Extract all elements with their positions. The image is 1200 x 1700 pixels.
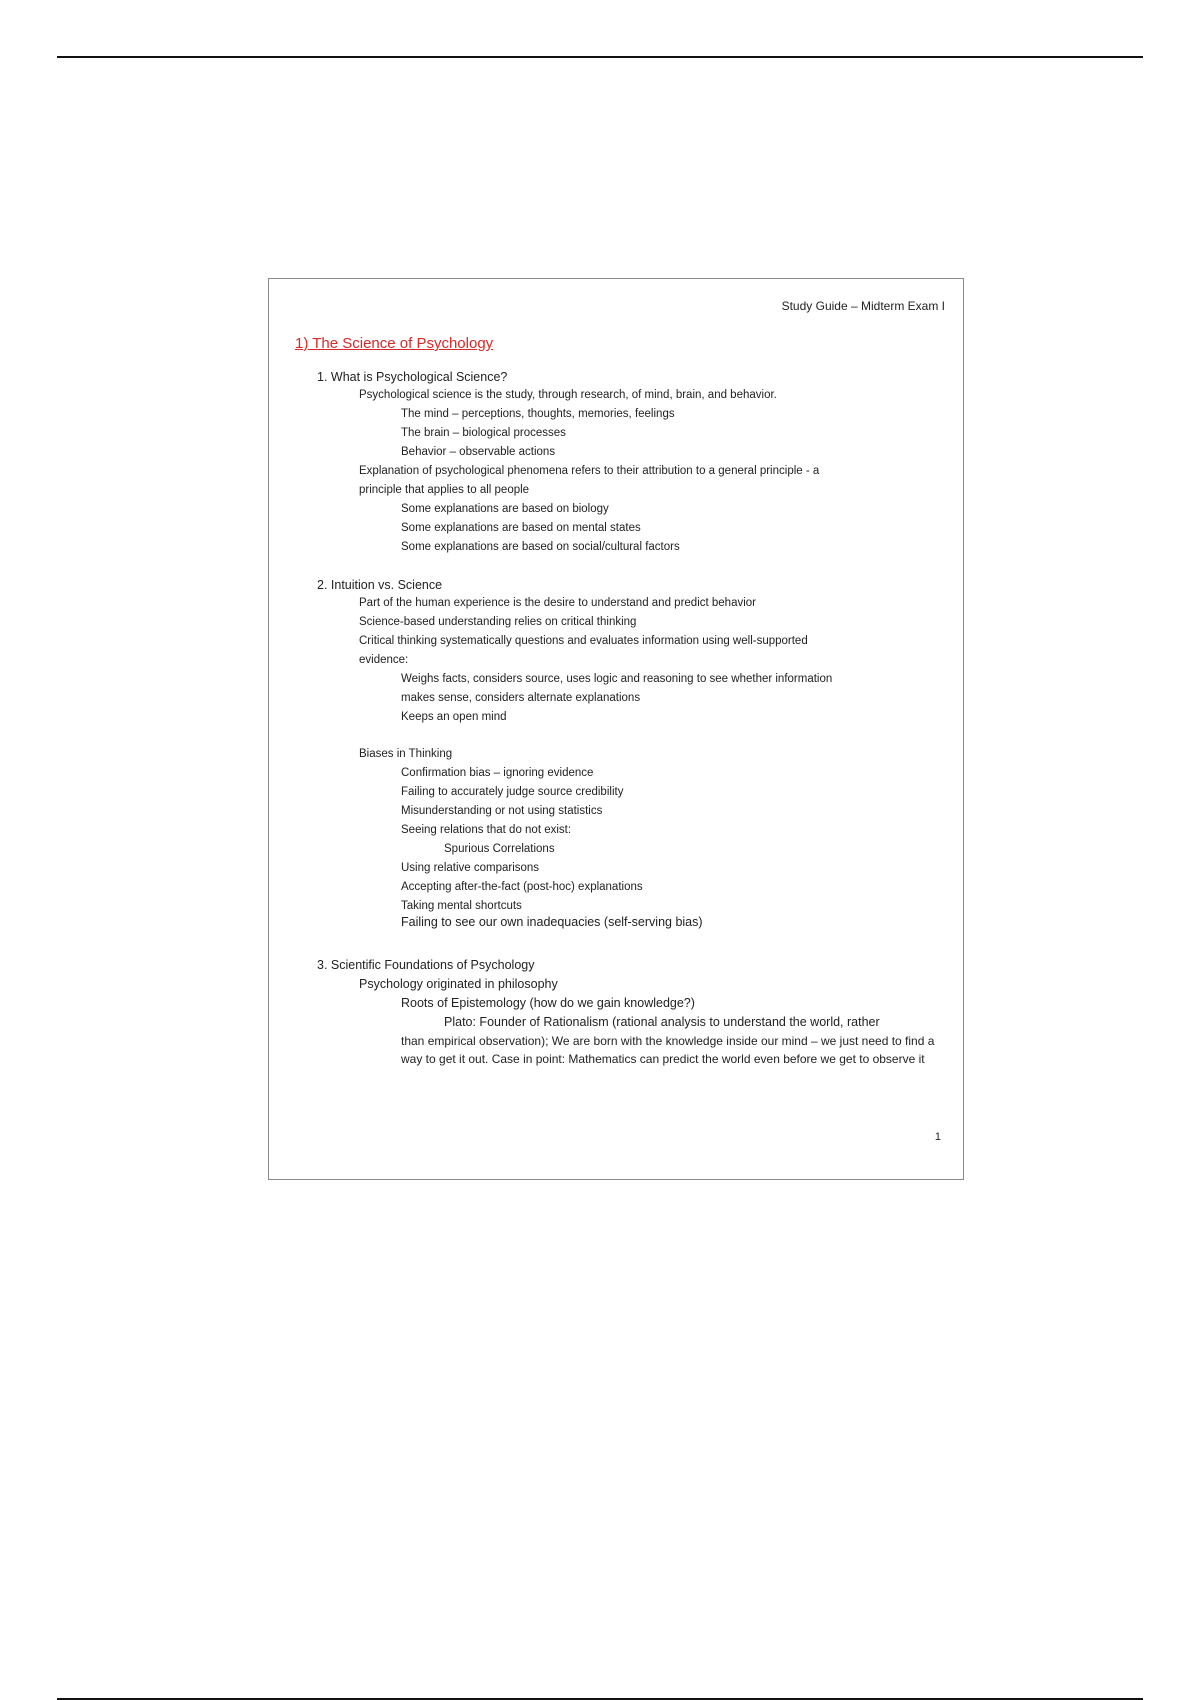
q1-item-behavior: Behavior – observable actions: [401, 446, 556, 458]
q1-explanation-item-mental: Some explanations are based on mental states: [401, 522, 641, 534]
q2-bias-item: Confirmation bias – ignoring evidence: [401, 767, 594, 779]
question-2: 2. Intuition vs. Science: [317, 578, 443, 592]
q1-item-mind: The mind – perceptions, thoughts, memories, feelings: [401, 408, 675, 420]
q1-explanation-item-social: Some explanations are based on social/cultural factors: [401, 541, 680, 553]
q2-critical-item-1: Weighs facts, considers source, uses logic and reasoning to see whether information: [401, 673, 833, 685]
q2-bias-item: Failing to accurately judge source credibility: [401, 786, 624, 798]
q3-plato-line-1: Plato: Founder of Rationalism (rational analysis to understand the world, rather: [444, 1015, 880, 1029]
q2-critical-line-1: Critical thinking systematically questions and evaluates information using well-supported: [359, 635, 808, 647]
document-page: [268, 278, 964, 1180]
q2-critical-line-2: evidence:: [359, 654, 409, 666]
q2-bias-item: Failing to see our own inadequacies (self-serving bias): [401, 915, 703, 929]
q1-item-brain: The brain – biological processes: [401, 427, 566, 439]
top-divider: [57, 56, 1143, 58]
q2-bias-item: Using relative comparisons: [401, 862, 540, 874]
question-1: 1. What is Psychological Science?: [317, 370, 508, 384]
q3-roots: Roots of Epistemology (how do we gain knowledge?): [401, 996, 695, 1010]
q2-biases-heading: Biases in Thinking: [359, 748, 453, 760]
q2-science: Science-based understanding relies on critical thinking: [359, 616, 637, 628]
q2-part: Part of the human experience is the desire to understand and predict behavior: [359, 597, 756, 609]
q3-plato-continuation: than empirical observation); We are born with the knowledge inside our mind – we just need to find a way to get it out. Case in point: Mathematics can predict the world even before we get to observe it: [401, 1034, 935, 1066]
q1-definition: Psychological science is the study, through research, of mind, brain, and behavior.: [359, 389, 777, 401]
q1-explanation-line-2: principle that applies to all people: [359, 484, 530, 496]
q2-bias-item: Misunderstanding or not using statistics: [401, 805, 603, 817]
q2-bias-item: Taking mental shortcuts: [401, 900, 522, 912]
q1-explanation-line-1: Explanation of psychological phenomena refers to their attribution to a general principle - a: [359, 465, 820, 477]
q1-explanation-item-biology: Some explanations are based on biology: [401, 503, 609, 515]
q2-critical-item-2: makes sense, considers alternate explanations: [401, 692, 641, 704]
q2-bias-subitem: Spurious Correlations: [444, 843, 555, 855]
q2-bias-item: Seeing relations that do not exist:: [401, 824, 572, 836]
section-heading: 1) The Science of Psychology: [295, 335, 494, 352]
running-header: Study Guide – Midterm Exam I: [781, 299, 945, 313]
q3-origin: Psychology originated in philosophy: [359, 977, 558, 991]
page-number: 1: [934, 1131, 941, 1143]
question-3: 3. Scientific Foundations of Psychology: [317, 958, 535, 972]
q2-bias-item: Accepting after-the-fact (post-hoc) explanations: [401, 881, 643, 893]
q2-critical-item-3: Keeps an open mind: [401, 711, 507, 723]
